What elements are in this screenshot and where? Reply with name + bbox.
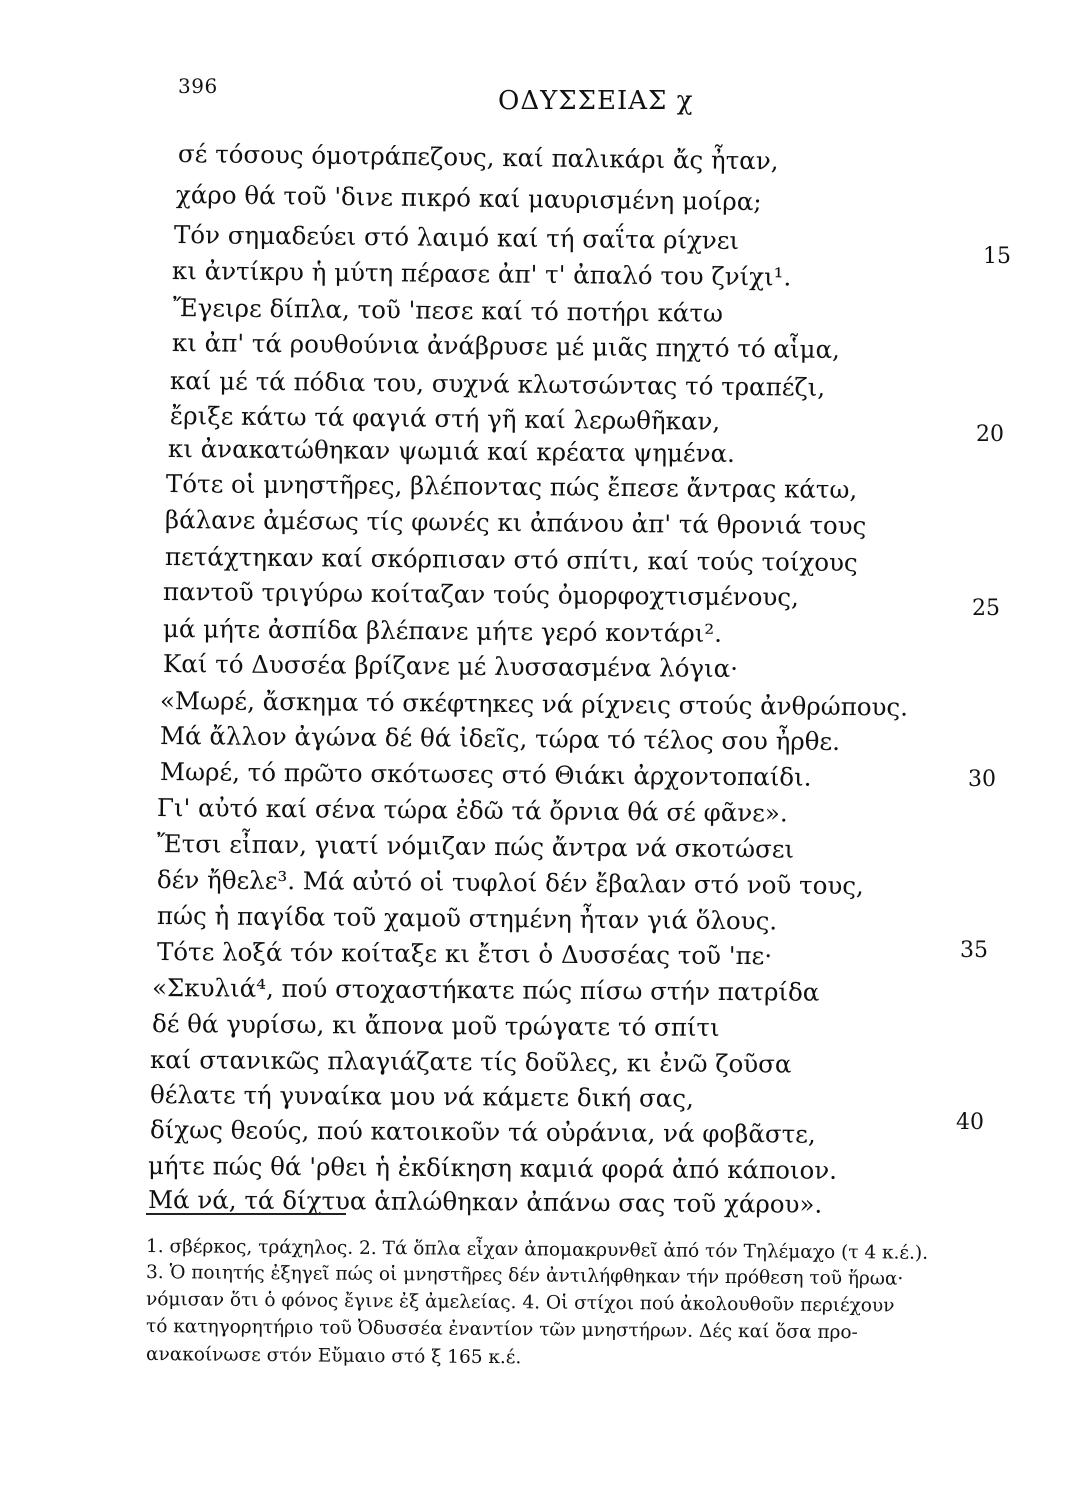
verse-line: «Μωρέ, ἄσκημα τό σκέφτηκες νά ρίχνεις στούς ἀνθρώπους. bbox=[159, 686, 909, 722]
verse-line: Τότε λοξά τόν κοίταξε κι ἔτσι ὁ Δυσσέας τοῦ 'πε· bbox=[156, 937, 773, 971]
verse-line: μήτε πώς θά 'ρθει ἡ ἐκδίκηση καμιά φορά ἀπό κάποιον. bbox=[147, 1151, 838, 1185]
verse-line: Καί τό Δυσσέα βρίζανε μέ λυσσασμένα λόγια· bbox=[162, 649, 739, 684]
verse-line: Μωρέ, τό πρῶτο σκότωσες στό Θιάκι ἀρχοντοπαίδι. bbox=[159, 757, 812, 792]
running-title: ΟΔΥΣΣΕΙΑΣ χ bbox=[498, 86, 694, 116]
verse-line: κι ἀπ' τά ρουθούνια ἀνάβρυσε μέ μιᾶς πηχτό τό αἷμα, bbox=[171, 328, 841, 364]
verse-line: Ἔγειρε δίπλα, τοῦ 'πεσε καί τό ποτήρι κάτω bbox=[172, 293, 724, 328]
footnote-divider bbox=[146, 1213, 346, 1215]
verse-line: καί μέ τά πόδια του, συχνά κλωτσώντας τό τραπέζι, bbox=[169, 366, 826, 402]
verse-line: Γι' αὐτό καί σένα τώρα ἐδῶ τά ὄρνια θά σέ φᾶνε». bbox=[156, 793, 788, 828]
verse-line: ἔριξε κάτω τά φαγιά στή γῆ καί λερωθῆκαν, bbox=[169, 401, 721, 436]
line-number: 30 bbox=[968, 767, 996, 792]
verse-line: θέλατε τή γυναίκα μου νά κάμετε δική σας, bbox=[149, 1080, 694, 1113]
verse-line: σέ τόσους όμοτράπεζους, καί παλικάρι ἄς ἦταν, bbox=[177, 139, 779, 176]
line-number: 35 bbox=[960, 938, 988, 963]
verse-line: δέν ἤθελε³. Μά αὐτό οἱ τυφλοί δέν ἔβαλαν στό νοῦ τους, bbox=[156, 865, 864, 901]
verse-line: βάλανε ἀμέσως τίς φωνές κι ἀπάνου ἀπ' τά θρονιά τους bbox=[164, 505, 867, 541]
footnote-line: νόμισαν ὅτι ὁ φόνος ἔγινε ἐξ ἀμελείας. 4. Οἱ στίχοι πού ἀκολουθοῦν περιέχουν bbox=[145, 1289, 895, 1317]
verse-line: Ἔτσι εἶπαν, γιατί νόμιζαν πώς ἄντρα νά σκοτώσει bbox=[156, 829, 795, 864]
verse-line: καί στανικῶς πλαγιάζατε τίς δοῦλες, κι ἐνῶ ζοῦσα bbox=[149, 1045, 792, 1079]
footnote-line: 3. Ὁ ποιητής ἐξηγεῖ πώς οἱ μνηστῆρες δέν ἀντιλήφθηκαν τήν πρόθεση τοῦ ἥρωα· bbox=[145, 1262, 904, 1290]
verse-line: «Σκυλιά⁴, πού στοχαστήκατε πώς πίσω στήν πατρίδα bbox=[151, 973, 820, 1007]
verse-line: δίχως θεούς, πού κατοικοῦν τά οὐράνια, νά φοβᾶστε, bbox=[149, 1115, 816, 1149]
verse-line: Τόν σημαδεύει στό λαιμό καί τή σαΐτα ρίχνει bbox=[173, 220, 740, 255]
line-number: 25 bbox=[972, 596, 1000, 621]
line-number: 15 bbox=[983, 244, 1011, 269]
verse-line: χάρο θά τοῦ 'δινε πικρό καί μαυρισμένη μοίρα; bbox=[175, 180, 762, 217]
verse-line: μά μήτε ἀσπίδα βλέπανε μήτε γερό κοντάρι². bbox=[162, 614, 723, 648]
verse-line: πετάχτηκαν καί σκόρπισαν στό σπίτι, καί τούς τοίχους bbox=[164, 542, 858, 578]
verse-line: Μά ἄλλον ἀγώνα δέ θά ἰδεῖς, τώρα τό τέλος σου ἦρθε. bbox=[159, 721, 841, 756]
footnote-line: 1. σβέρκος, τράχηλος. 2. Τά ὅπλα εἶχαν ἀπομακρυνθεῖ ἀπό τόν Τηλέμαχο (τ 4 κ.έ.). bbox=[145, 1236, 929, 1264]
line-number: 40 bbox=[956, 1110, 984, 1135]
verse-line: κι ἀντίκρυ ἡ μύτη πέρασε ἀπ' τ' ἀπαλό του ζνίχι¹. bbox=[171, 256, 792, 292]
line-number: 20 bbox=[976, 422, 1004, 447]
verse-line: πώς ἡ παγίδα τοῦ χαμοῦ στημένη ἦταν γιά ὅλους. bbox=[156, 901, 778, 936]
page-number: 396 bbox=[178, 74, 218, 98]
verse-line: Μά νά, τά δίχτυα ἁπλώθηκαν ἀπάνω σας τοῦ χάρου». bbox=[147, 1185, 823, 1219]
verse-line: κι ἀνακατώθηκαν ψωμιά καί κρέατα ψημένα. bbox=[167, 434, 736, 468]
footnote-line: τό κατηγορητήριο τοῦ Ὀδυσσέα ἐναντίον τῶν μνηστήρων. Δές καί ὅσα προ- bbox=[145, 1316, 858, 1344]
footnote-line: ανακοίνωσε στόν Εὔμαιο στό ξ 165 κ.έ. bbox=[145, 1344, 522, 1369]
verse-line: δέ θά γυρίσω, κι ἄπονα μοῦ τρώγατε τό σπίτι bbox=[151, 1009, 720, 1042]
verse-line: Τότε οἱ μνηστῆρες, βλέποντας πώς ἔπεσε ἄντρας κάτω, bbox=[165, 469, 858, 505]
verse-line: παντοῦ τριγύρω κοίταζαν τούς ὀμορφοχτισμένους, bbox=[162, 577, 800, 612]
